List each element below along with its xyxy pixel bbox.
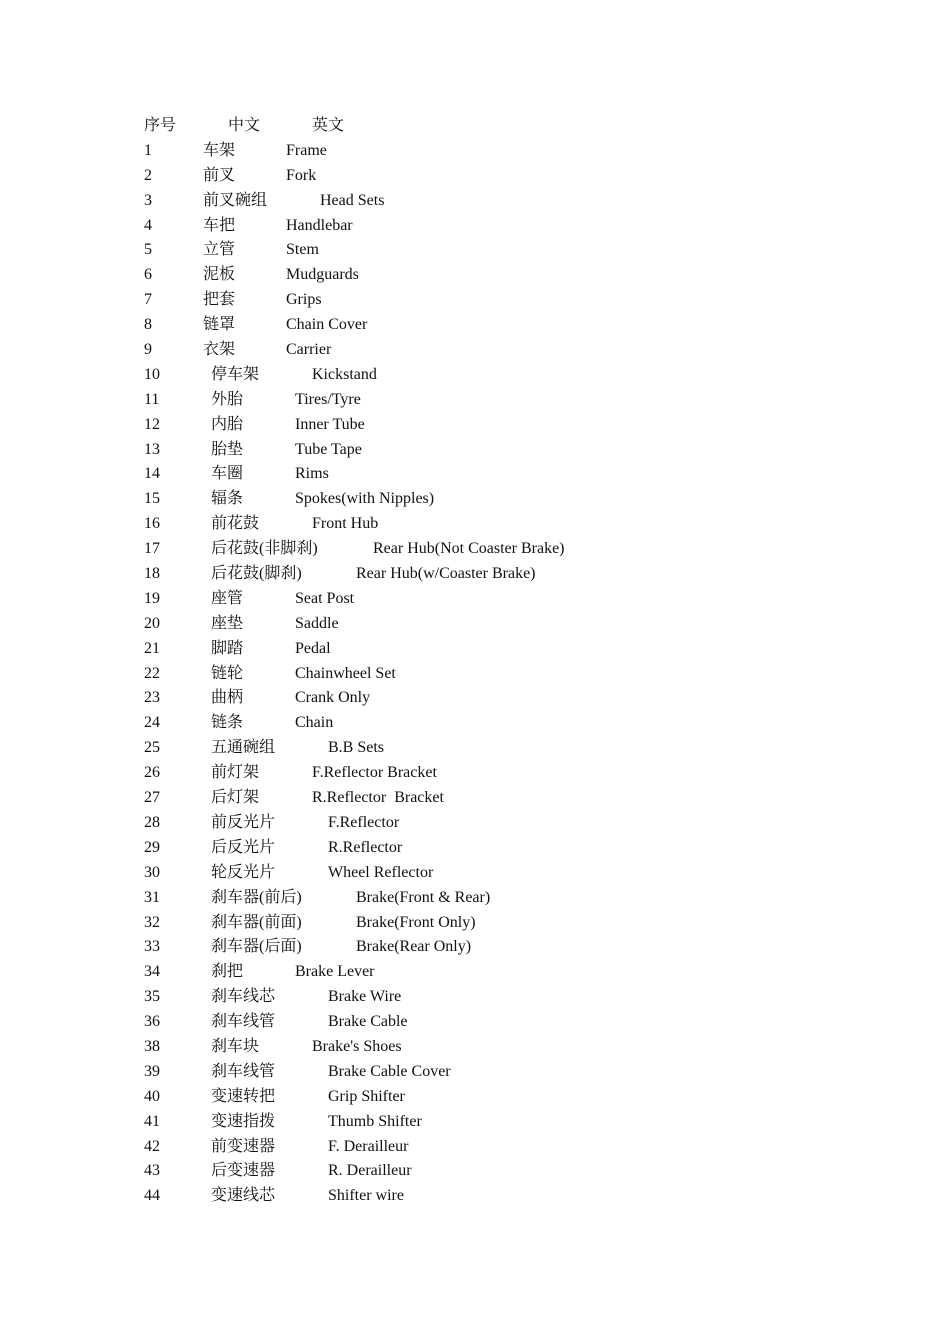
term-list [0, 114, 950, 1209]
item-chinese: 刹车块 [211, 1037, 260, 1055]
item-chinese: 后反光片 [211, 838, 276, 856]
item-chinese: 前叉 [203, 166, 236, 184]
item-number: 8 [144, 316, 152, 334]
item-number: 16 [144, 515, 160, 533]
item-number: 24 [144, 714, 160, 732]
item-chinese: 前变速器 [211, 1137, 276, 1155]
item-english: Stem [286, 241, 319, 259]
item-english: Brake(Rear Only) [356, 938, 472, 956]
item-number: 9 [144, 341, 152, 359]
item-number: 25 [144, 739, 160, 757]
list-item [0, 612, 950, 637]
item-number: 13 [144, 440, 160, 458]
item-number: 31 [144, 888, 160, 906]
list-item [0, 363, 950, 388]
item-english: Handlebar [286, 216, 353, 234]
item-chinese: 内胎 [211, 415, 244, 433]
item-number: 39 [144, 1062, 160, 1080]
list-item [0, 164, 950, 189]
item-number: 18 [144, 565, 160, 583]
list-item [0, 512, 950, 537]
list-item [0, 537, 950, 562]
item-number: 34 [144, 963, 160, 981]
chinese-header: 中文 [228, 117, 261, 134]
item-chinese: 泥板 [203, 266, 236, 284]
list-item [0, 1184, 950, 1209]
item-chinese: 五通碗组 [211, 739, 276, 757]
list-item [0, 836, 950, 861]
item-english: Front Hub [312, 515, 379, 533]
item-chinese: 后变速器 [211, 1162, 276, 1180]
list-item [0, 438, 950, 463]
list-item [0, 238, 950, 263]
list-item [0, 1010, 950, 1035]
item-chinese: 前灯架 [211, 764, 260, 782]
item-number: 33 [144, 938, 160, 956]
item-number: 29 [144, 838, 160, 856]
list-item [0, 786, 950, 811]
item-chinese: 衣架 [203, 341, 236, 359]
item-english: Rear Hub(Not Coaster Brake) [373, 540, 565, 558]
item-english: Kickstand [312, 365, 377, 383]
item-chinese: 刹车线芯 [211, 988, 276, 1006]
item-chinese: 刹车器(前后) [211, 888, 302, 906]
item-english: Rims [295, 465, 329, 483]
item-english: Brake's Shoes [312, 1037, 402, 1055]
item-english: Carrier [286, 341, 332, 359]
item-english: Wheel Reflector [328, 863, 434, 881]
item-number: 23 [144, 689, 160, 707]
item-chinese: 变速转把 [211, 1087, 276, 1105]
list-item [0, 587, 950, 612]
item-english: Grips [286, 291, 322, 309]
list-item [0, 1060, 950, 1085]
list-item [0, 562, 950, 587]
item-number: 17 [144, 540, 160, 558]
item-english: Inner Tube [295, 415, 365, 433]
list-item [0, 761, 950, 786]
item-chinese: 链条 [211, 714, 244, 732]
item-chinese: 刹车线管 [211, 1062, 276, 1080]
item-chinese: 后花鼓(脚刹) [211, 565, 302, 583]
item-chinese: 刹把 [211, 963, 244, 981]
item-chinese: 轮反光片 [211, 863, 276, 881]
item-english: Brake(Front & Rear) [356, 888, 491, 906]
item-number: 22 [144, 664, 160, 682]
item-number: 35 [144, 988, 160, 1006]
list-item [0, 139, 950, 164]
item-english: R.Reflector Bracket [312, 789, 444, 807]
list-item [0, 288, 950, 313]
item-chinese: 车把 [203, 216, 236, 234]
item-english: F. Derailleur [328, 1137, 409, 1155]
english-header: 英文 [312, 117, 345, 134]
item-chinese: 座垫 [211, 614, 244, 632]
item-chinese: 前叉碗组 [203, 191, 268, 209]
item-chinese: 刹车器(前面) [211, 913, 302, 931]
item-number: 28 [144, 813, 160, 831]
item-english: Tires/Tyre [295, 390, 361, 408]
list-item [0, 189, 950, 214]
list-item [0, 686, 950, 711]
item-english: Head Sets [320, 191, 385, 209]
item-number: 38 [144, 1037, 160, 1055]
list-item [0, 263, 950, 288]
item-chinese: 车架 [203, 141, 236, 159]
item-number: 5 [144, 241, 152, 259]
item-english: Crank Only [295, 689, 371, 707]
item-english: Rear Hub(w/Coaster Brake) [356, 565, 536, 583]
item-number: 11 [144, 390, 160, 408]
list-item [0, 935, 950, 960]
item-number: 19 [144, 589, 160, 607]
item-number: 15 [144, 490, 160, 508]
item-number: 27 [144, 789, 160, 807]
item-number: 14 [144, 465, 160, 483]
item-english: Brake Cable Cover [328, 1062, 451, 1080]
item-english: Grip Shifter [328, 1087, 405, 1105]
item-english: Brake Wire [328, 988, 402, 1006]
item-number: 4 [144, 216, 152, 234]
item-chinese: 车圈 [211, 465, 244, 483]
list-item [0, 662, 950, 687]
list-item [0, 985, 950, 1010]
item-number: 20 [144, 614, 160, 632]
item-english: Seat Post [295, 589, 355, 607]
item-english: Spokes(with Nipples) [295, 490, 435, 508]
item-english: Brake Lever [295, 963, 375, 981]
item-number: 26 [144, 764, 160, 782]
item-chinese: 脚踏 [211, 639, 244, 657]
item-number: 10 [144, 365, 160, 383]
item-english: Brake Cable [328, 1013, 408, 1031]
item-chinese: 刹车线管 [211, 1013, 276, 1031]
header-row [0, 114, 950, 139]
list-item [0, 1135, 950, 1160]
item-english: Chain [295, 714, 334, 732]
item-english: Fork [286, 166, 317, 184]
item-chinese: 把套 [203, 291, 236, 309]
item-number: 3 [144, 191, 152, 209]
list-item [0, 462, 950, 487]
item-number: 1 [144, 141, 152, 159]
item-chinese: 前反光片 [211, 813, 276, 831]
list-item [0, 487, 950, 512]
item-number: 42 [144, 1137, 160, 1155]
item-number: 43 [144, 1162, 160, 1180]
item-english: Pedal [295, 639, 331, 657]
list-item [0, 911, 950, 936]
item-chinese: 链罩 [203, 316, 236, 334]
item-english: F.Reflector Bracket [312, 764, 437, 782]
list-item [0, 1035, 950, 1060]
item-number: 40 [144, 1087, 160, 1105]
item-english: R. Derailleur [328, 1162, 412, 1180]
list-item [0, 886, 950, 911]
index-header: 序号 [144, 117, 177, 134]
list-item [0, 388, 950, 413]
list-item [0, 338, 950, 363]
item-number: 44 [144, 1187, 160, 1205]
item-number: 36 [144, 1013, 160, 1031]
item-english: Chain Cover [286, 316, 368, 334]
list-item [0, 1085, 950, 1110]
item-number: 41 [144, 1112, 160, 1130]
list-item [0, 1110, 950, 1135]
item-chinese: 胎垫 [211, 440, 244, 458]
item-chinese: 变速线芯 [211, 1187, 276, 1205]
item-chinese: 后花鼓(非脚刹) [211, 540, 318, 558]
item-english: Frame [286, 141, 327, 159]
item-chinese: 链轮 [211, 664, 244, 682]
item-number: 32 [144, 913, 160, 931]
item-english: Mudguards [286, 266, 359, 284]
item-number: 12 [144, 415, 160, 433]
item-english: B.B Sets [328, 739, 385, 757]
item-number: 6 [144, 266, 152, 284]
item-chinese: 变速指拨 [211, 1112, 276, 1130]
list-item [0, 637, 950, 662]
list-item [0, 313, 950, 338]
list-item [0, 1159, 950, 1184]
item-english: Saddle [295, 614, 339, 632]
item-chinese: 刹车器(后面) [211, 938, 302, 956]
item-english: Chainwheel Set [295, 664, 396, 682]
item-english: Tube Tape [295, 440, 362, 458]
item-number: 30 [144, 863, 160, 881]
list-item [0, 736, 950, 761]
item-chinese: 后灯架 [211, 789, 260, 807]
item-chinese: 曲柄 [211, 689, 244, 707]
list-item [0, 711, 950, 736]
list-item [0, 960, 950, 985]
item-chinese: 前花鼓 [211, 515, 260, 533]
item-number: 7 [144, 291, 152, 309]
item-chinese: 辐条 [211, 490, 244, 508]
item-english: Shifter wire [328, 1187, 404, 1205]
item-chinese: 外胎 [211, 390, 244, 408]
item-chinese: 立管 [203, 241, 236, 259]
item-number: 21 [144, 639, 160, 657]
item-chinese: 座管 [211, 589, 244, 607]
item-english: Brake(Front Only) [356, 913, 476, 931]
item-english: Thumb Shifter [328, 1112, 422, 1130]
item-number: 2 [144, 166, 152, 184]
list-item [0, 413, 950, 438]
item-english: F.Reflector [328, 813, 400, 831]
list-item [0, 214, 950, 239]
list-item [0, 861, 950, 886]
item-english: R.Reflector [328, 838, 403, 856]
item-chinese: 停车架 [211, 365, 260, 383]
list-item [0, 811, 950, 836]
